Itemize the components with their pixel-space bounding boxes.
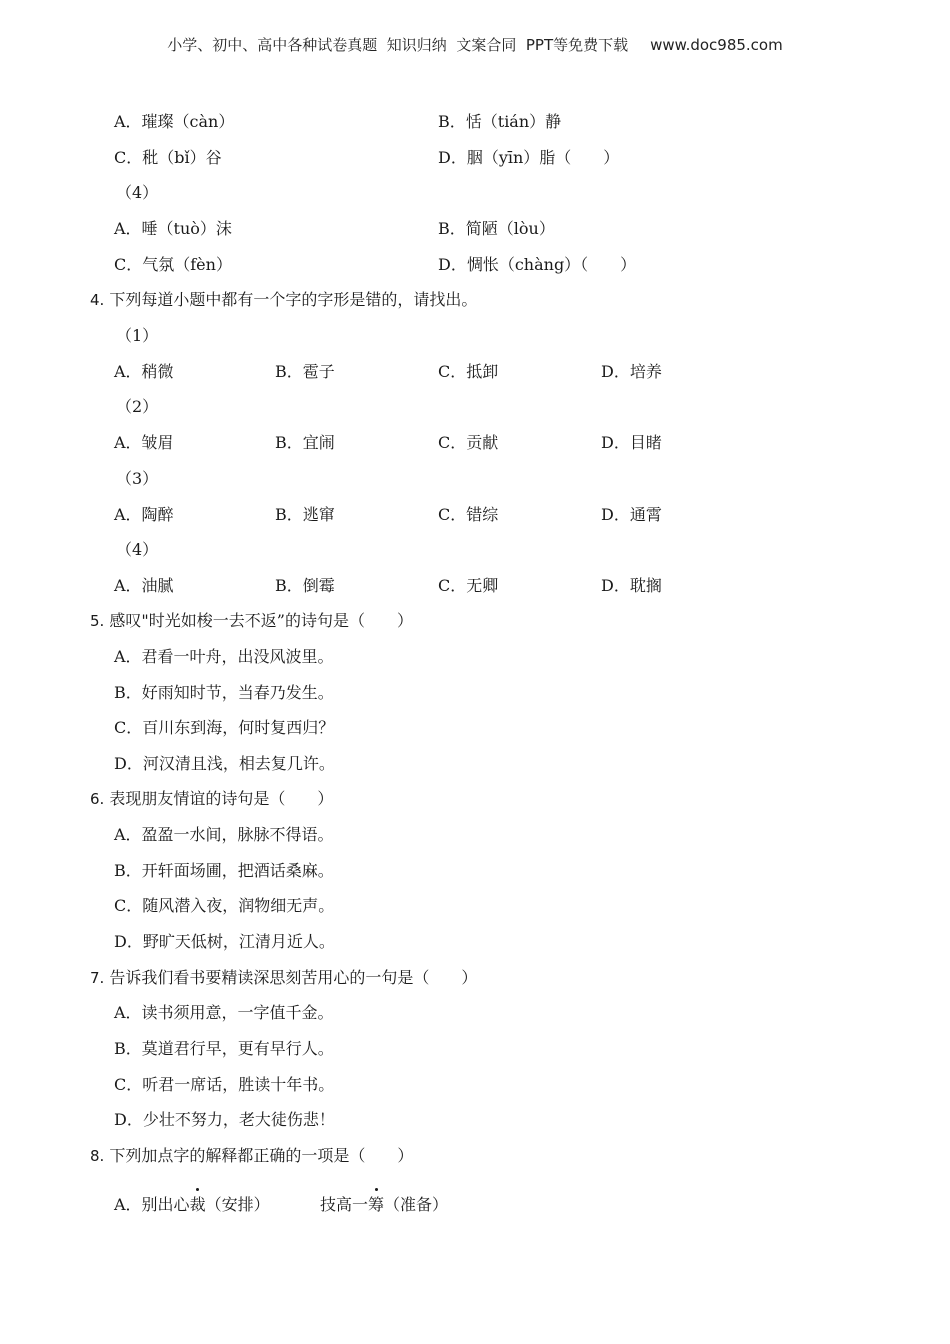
q3-4-label: （4） — [116, 183, 159, 202]
q7-number: 7. — [90, 969, 105, 987]
q8-option-a-word2 — [320, 1195, 448, 1215]
q4-4-option-a: A．油腻 — [114, 576, 174, 595]
q4-1-option-c: C．抵卸 — [438, 362, 499, 381]
q6-option-a: A．盈盈一水间，脉脉不得语。 — [114, 825, 334, 844]
q8-a2-dotted-char: 筹 — [368, 1195, 385, 1214]
q3-3-option-c: C．秕（bǐ）谷 — [114, 148, 222, 167]
q4-part-label: （3） — [116, 469, 159, 488]
q7-option-d: D．少壮不努力，老大徒伤悲！ — [114, 1110, 335, 1129]
q6-number: 6. — [90, 790, 105, 808]
q8-a1-prefix: A．别出心 — [114, 1195, 190, 1214]
q8-a2-meaning: （准备） — [384, 1195, 449, 1214]
q4-1-option-a: A．稍微 — [114, 362, 174, 381]
q4-part-label: （4） — [116, 540, 159, 559]
q5-option-b: B．好雨知时节，当春乃发生。 — [114, 683, 334, 702]
q4-number: 4. — [90, 291, 105, 309]
q8-stem-text: 下列加点字的解释都正确的一项是（ ） — [109, 1146, 414, 1165]
q7-option-a: A．读书须用意，一字值千金。 — [114, 1003, 334, 1022]
q6-option-b: B．开轩面场圃，把酒话桑麻。 — [114, 861, 334, 880]
q4-2-option-c: C．贡献 — [438, 433, 499, 452]
q4-1-option-b: B．雹子 — [275, 362, 335, 381]
q4-4-option-c: C．无卿 — [438, 576, 499, 595]
q5-stem-text: 感叹"时光如梭一去不返”的诗句是（ ） — [109, 611, 413, 630]
q4-3-option-b: B．逃窜 — [275, 505, 335, 524]
q4-1-option-d: D．培养 — [601, 362, 662, 381]
q7-stem — [90, 968, 477, 988]
q4-stem-text: 下列每道小题中都有一个字的字形是错的，请找出。 — [109, 290, 478, 309]
q3-3-option-d: D．胭（yīn）脂（ ） — [438, 148, 620, 167]
header-text: 小学、初中、高中各种试卷真题 知识归纳 文案合同 PPT等免费下载 — [167, 36, 629, 54]
q3-3-option-a: A．璀璨（càn） — [114, 112, 235, 131]
q7-option-b: B．莫道君行早，更有早行人。 — [114, 1039, 334, 1058]
q5-option-c: C．百川东到海，何时复西归？ — [114, 718, 335, 737]
header-url: www.doc985.com — [650, 36, 783, 54]
q7-option-c: C．听君一席话，胜读十年书。 — [114, 1075, 335, 1094]
q4-2-option-d: D．目睹 — [601, 433, 662, 452]
q8-stem — [90, 1146, 413, 1166]
q4-4-option-d: D．耽搁 — [601, 576, 662, 595]
q8-a1-dotted-char: 裁 — [189, 1195, 206, 1214]
q5-number: 5. — [90, 612, 105, 630]
q4-4-option-b: B．倒霉 — [275, 576, 335, 595]
q3-4-option-a: A．唾（tuò）沫 — [114, 219, 232, 238]
page-header — [0, 34, 950, 55]
q5-option-d: D．河汉清且浅，相去复几许。 — [114, 754, 335, 773]
q6-stem-text: 表现朋友情谊的诗句是（ ） — [109, 789, 334, 808]
q8-number: 8. — [90, 1147, 105, 1165]
q4-2-option-b: B．宜闹 — [275, 433, 335, 452]
q4-part-label: （1） — [116, 326, 159, 345]
q4-3-option-d: D．通霄 — [601, 505, 662, 524]
q7-stem-text: 告诉我们看书要精读深思刻苦用心的一句是（ ） — [109, 968, 478, 987]
q3-4-option-b: B．简陋（lòu） — [438, 219, 555, 238]
q4-3-option-c: C．错综 — [438, 505, 499, 524]
q4-part-label: （2） — [116, 397, 159, 416]
q3-4-option-c: C．气氛（fèn） — [114, 255, 232, 274]
q8-option-a-word1 — [114, 1195, 270, 1215]
q4-stem — [90, 290, 477, 310]
q3-4-option-d: D．惆怅（chàng）（ ） — [438, 255, 637, 274]
q6-stem — [90, 789, 333, 809]
q6-option-c: C．随风潜入夜，润物细无声。 — [114, 896, 335, 915]
q5-stem — [90, 611, 413, 631]
q5-option-a: A．君看一叶舟，出没风波里。 — [114, 647, 334, 666]
q4-2-option-a: A．皱眉 — [114, 433, 174, 452]
q4-3-option-a: A．陶醉 — [114, 505, 174, 524]
q8-a1-meaning: （安排） — [205, 1195, 270, 1214]
q6-option-d: D．野旷天低树，江清月近人。 — [114, 932, 335, 951]
q8-a2-prefix: 技高一 — [320, 1195, 369, 1214]
q3-3-option-b: B．恬（tián）静 — [438, 112, 562, 131]
